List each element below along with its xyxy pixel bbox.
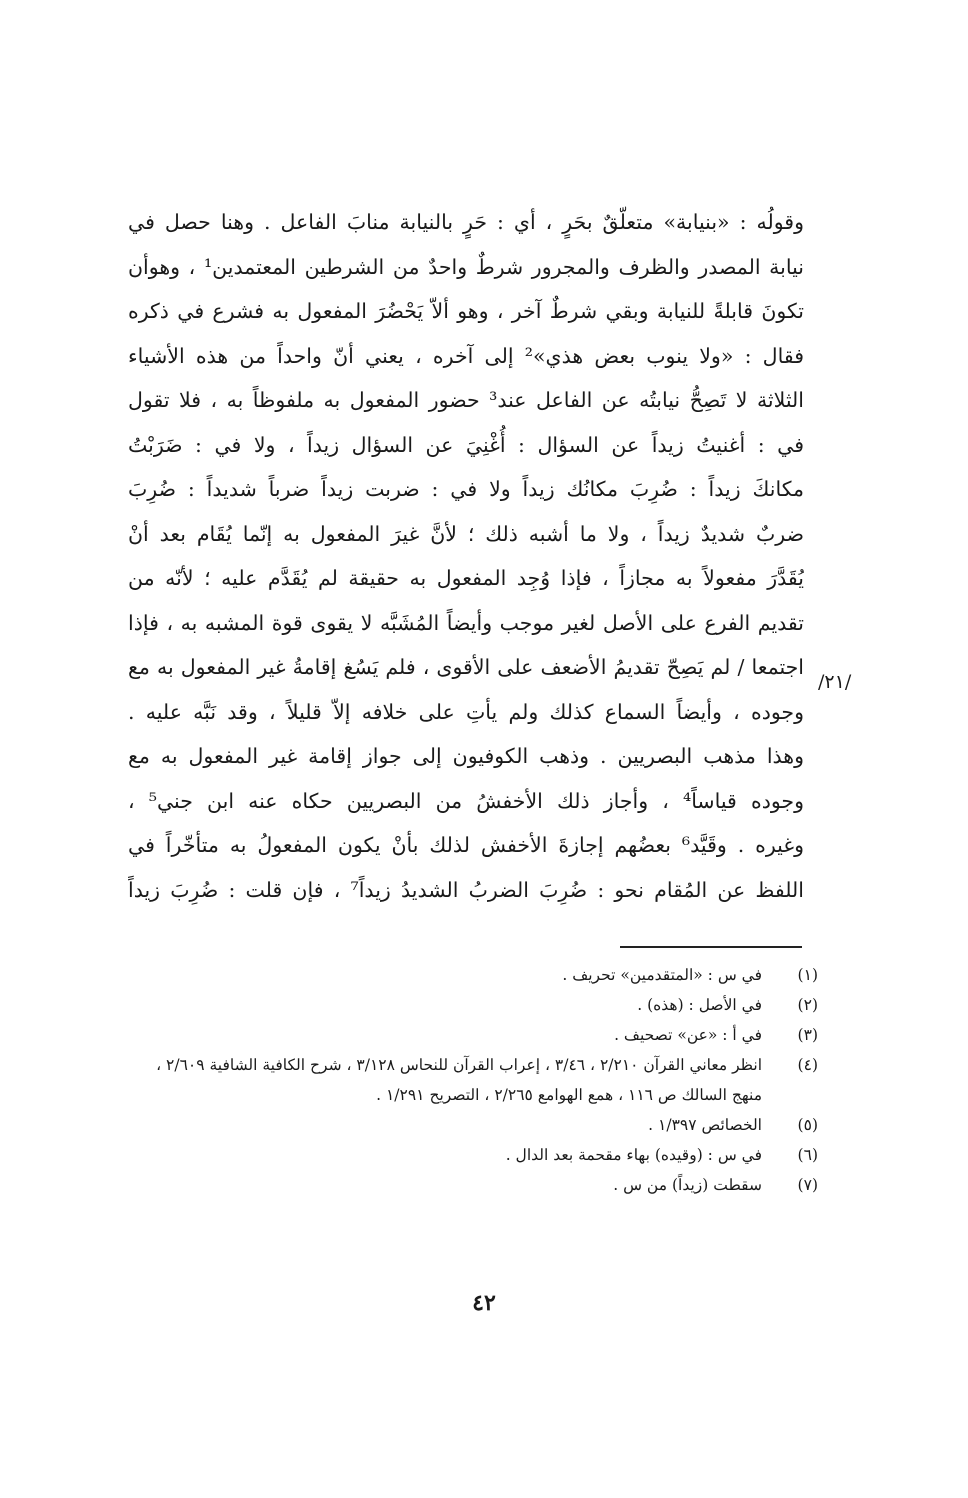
footnote-number: (٤) — [797, 1056, 818, 1074]
text-line: وقولُه : «بنيابة» متعلّقٌ بحَرٍ ، أي : حَرٍ بالنيابة منابَ الفاعل . وهنا حصل في — [128, 210, 804, 234]
footnote — [128, 1140, 818, 1170]
footnote-text: في س : «المتقدمين» تحريف . — [562, 966, 762, 984]
footnote-text: في الأصل : (هذه) . — [637, 996, 762, 1014]
footnote-number: (٧) — [797, 1176, 818, 1194]
text-line: وجوده ، وأيضاً السماع كذلك ولم يأتِ على خلافه إلاّ قليلاً ، وقد نَبَّه عليه . — [128, 699, 804, 724]
footnote — [128, 1170, 818, 1200]
footnote-number: (٥) — [797, 1116, 818, 1134]
manuscript-folio-marker: /٢١/ — [818, 671, 852, 693]
footnote-number: (٦) — [797, 1146, 818, 1164]
text-line: اجتمعا / لم يَصِحّ تقديمُ الأضعف على الأقوى ، فلم يَسُغ إقامةُ غير المفعول به مع — [128, 655, 804, 679]
footnote-text: الخصائص ١/٣٩٧ . — [648, 1116, 762, 1134]
text-line: الثلاثة لا تَصِحُّ نيابتُه عن الفاعل عند³ حضور المفعول به ملفوظاً به ، فلا تقول — [128, 388, 804, 412]
footnote-separator — [620, 946, 802, 948]
text-line: يُقَدَّرَ مفعولاً به مجازاً ، فإذا وُجِد المفعول به حقيقة لم يُقَدَّم عليه ؛ لأنّه من — [128, 566, 804, 590]
text-line: اللفظ عن المُقام نحو : ضُرِبَ الضربُ الشديدُ زيداً⁷ ، فإن قلت : ضُرِبَ زيداً — [128, 877, 804, 902]
footnote-text: في أ : «عن» تصحيف . — [614, 1026, 762, 1044]
text-line: مكانكَ زيداً : ضُرِبَ مكانُك زيداً ولا في : ضربت زيداً ضرباً شديداً : ضُرِبَ — [128, 477, 804, 501]
text-line: وغيره . وقَيَّد⁶ بعضُهم إجازةَ الأخفش لذلك بأنْ يكون المفعولُ به متأخّراً في — [128, 833, 804, 857]
text-line: وجوده قياساً⁴ ، وأجاز ذلك الأخفشُ من البصريين حكاه عنه ابن جني⁵ ، — [128, 788, 804, 813]
footnote-text: انظر معاني القرآن ٢/٢١٠ ، ٣/٤٦ ، إعراب القرآن للنحاس ٣/١٢٨ ، شرح الكافية الشافية ٢/٦٠٩ ، منهج السالك ص ١١٦ ، همع الهوامع ٢/٢٦٥ ، التصريح ١/٢٩١ . — [156, 1056, 762, 1104]
text-line: تقديم الفرع على الأصل لغير موجب وأيضاً المُشَبَّه لا يقوى قوة المشبه به ، فإذا — [128, 610, 804, 635]
footnote-text: في س : (وقيده) بهاء مقحمة بعد الدال . — [505, 1146, 762, 1164]
footnote-number: (١) — [797, 966, 818, 984]
text-line: نيابة المصدر والظرف والمجرور شرطٌ واحدٌ من الشرطين المعتمدين¹ ، وهوأن — [128, 254, 804, 279]
footnote — [128, 1050, 818, 1110]
footnote-text: سقطت (زيداً) من س . — [613, 1176, 762, 1194]
page-number: ٤٢ — [472, 1290, 496, 1316]
main-text — [128, 200, 804, 912]
footnote-number: (٢) — [797, 996, 818, 1014]
text-line: فقال : «ولا ينوب بعض هذي»² إلى آخره ، يعني أنّ واحداً من هذه الأشياء — [128, 343, 804, 368]
footnote-number: (٣) — [797, 1026, 818, 1044]
footnote — [128, 990, 818, 1020]
text-line: ضربٌ شديدٌ زيداً ، ولا ما أشبه ذلك ؛ لأنَّ غيرَ المفعول به إنّما يُقَام بعد أنْ — [128, 521, 804, 546]
text-line: وهذا مذهب البصريين . وذهب الكوفيون إلى جواز إقامة غير المفعول به مع — [128, 744, 804, 768]
footnote — [128, 960, 818, 990]
text-line: في : أغنيتُ زيداً عن السؤال : أُغْنِيَ عن السؤال زيداً ، ولا في : ضَرَبْتُ — [128, 432, 804, 457]
text-line: تكونَ قابلةً للنيابة وبقي شرطٌ آخر ، وهو ألاّ يَحْضُرَ المفعول به فشرع في ذكره — [128, 299, 804, 323]
footnote — [128, 1020, 818, 1050]
footnote — [128, 1110, 818, 1140]
footnotes — [128, 960, 818, 1200]
